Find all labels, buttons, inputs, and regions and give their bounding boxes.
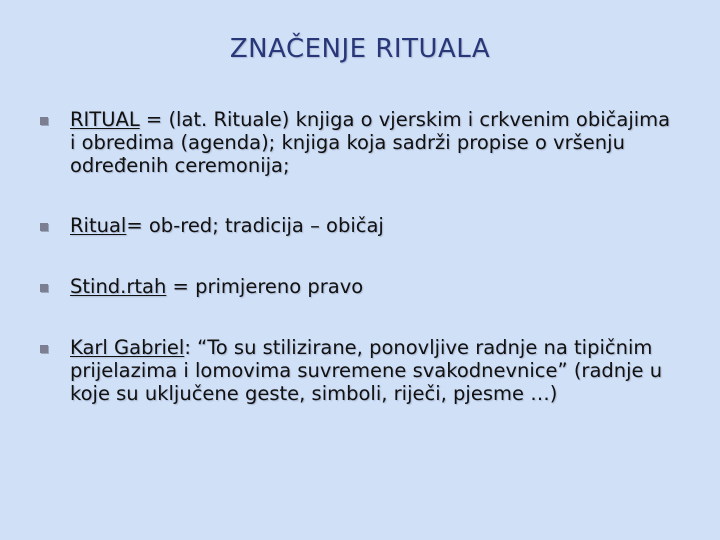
bullet-text: = (lat. Rituale) knjiga o vjerskim i crkvenim običajima i obredima (agenda); knjiga koja sadrži propise o vršenju određenih ceremonija;: [70, 108, 671, 177]
bullet-text: : “To su stilizirane, ponovljive radnje na tipičnim prijelazima i lomovima suvremene svakodnevnice” (radnje u koje su uključene geste, simboli, riječi, pjesme …): [70, 336, 663, 405]
bullet-item: [40, 108, 680, 177]
square-bullet-icon: [40, 284, 48, 292]
bullet-term: RITUAL: [70, 108, 140, 131]
bullet-term: Stind.rtah: [70, 275, 167, 298]
bullet-text: = ob-red; tradicija – običaj: [126, 214, 384, 237]
square-bullet-icon: [40, 223, 48, 231]
square-bullet-icon: [40, 117, 48, 125]
square-bullet-icon: [40, 345, 48, 353]
slide-title: ZNAČENJE RITUALA: [229, 34, 491, 64]
bullet-list: [40, 108, 680, 405]
bullet-text: = primjereno pravo: [166, 275, 364, 298]
bullet-term: Ritual: [70, 214, 127, 237]
bullet-item: [40, 336, 680, 405]
bullet-item: [40, 214, 680, 237]
bullet-term: Karl Gabriel: [70, 336, 185, 359]
bullet-item: [40, 275, 680, 298]
